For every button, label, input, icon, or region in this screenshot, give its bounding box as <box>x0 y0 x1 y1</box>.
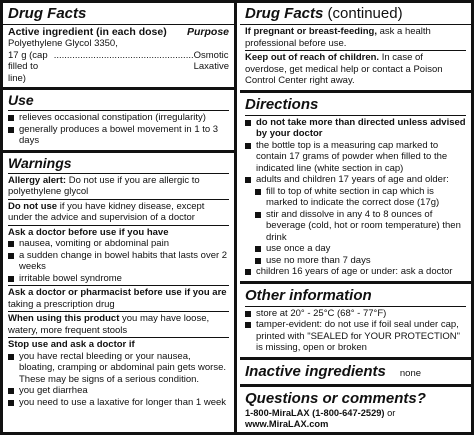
active-ingredient-header: Active ingredient (in each dose) <box>8 26 167 38</box>
inactive-ingredients-section <box>240 360 471 381</box>
purpose-header: Purpose <box>186 26 229 38</box>
list-item: you need to use a laxative for longer than 1 week <box>8 397 229 409</box>
drug-facts-title: Drug Facts <box>8 5 87 22</box>
list-item: use no more than 7 days <box>255 255 466 267</box>
inactive-ingredients-title: Inactive ingredients <box>245 362 386 380</box>
list-item: irritable bowel syndrome <box>8 273 229 285</box>
list-item: you get diarrhea <box>8 385 229 397</box>
active-ingredient-line2: 17 g (cap filled to line) <box>8 49 48 84</box>
other-information-title: Other information <box>245 286 372 304</box>
list-item: nausea, vomiting or abdominal pain <box>8 238 229 250</box>
pregnancy-warning: If pregnant or breast-feeding, ask a health professional before use. <box>245 26 431 49</box>
list-item: fill to top of white section in cap which is marked to indicate the correct dose (17g) <box>255 186 466 209</box>
stop-use-title: Stop use and ask a doctor if <box>8 339 135 350</box>
do-not-use: Do not use if you have kidney disease, except under the advice and supervision of a doctor <box>8 200 205 223</box>
other-information-section <box>240 287 471 354</box>
questions-title: Questions or comments? <box>245 389 426 407</box>
allergy-alert: Allergy alert: Do not use if you are allergic to polyethylene glycol <box>8 174 200 197</box>
warnings-section <box>3 155 234 409</box>
use-section <box>3 92 234 147</box>
list-item: generally produces a bowel movement in 1 to 3 days <box>8 124 229 147</box>
list-item: store at 20° - 25°C (68° - 77°F) <box>245 308 466 320</box>
drug-facts-continued-title: Drug Facts (continued) <box>245 5 403 22</box>
list-item: tamper-evident: do not use if foil seal under cap, printed with "SEALED for YOUR PROTECTION" is missing, open or broken <box>245 319 466 354</box>
list-item: the bottle top is a measuring cap marked to contain 17 grams of powder when filled to the indicated line (white section in cap) <box>245 140 466 175</box>
questions-section <box>240 390 471 431</box>
active-ingredient-line1: Polyethylene Glycol 3350, <box>8 38 118 49</box>
directions-section <box>240 96 471 278</box>
list-item: children 16 years of age or under: ask a doctor <box>245 266 466 278</box>
when-using: When using this product you may have loose, watery, more frequent stools <box>8 313 210 336</box>
active-ingredient-section: Active ingredient (in each dose) Purpose Polyethylene Glycol 3350, 17 g (cap filled to line) ..................................................... Osmotic Laxative <box>8 26 229 84</box>
list-item: adults and children 17 years of age and older: <box>245 174 466 186</box>
inactive-ingredients-value: none <box>399 367 422 379</box>
left-column <box>3 3 237 432</box>
ask-pharmacist: Ask a doctor or pharmacist before use if you are taking a prescription drug <box>8 287 227 310</box>
right-column <box>240 3 471 432</box>
use-title: Use <box>8 92 34 108</box>
list-item: a sudden change in bowel habits that lasts over 2 weeks <box>8 250 229 273</box>
purpose-value: Osmotic Laxative <box>193 49 229 72</box>
questions-contact: 1-800-MiraLAX (1-800-647-2529) or www.MiraLAX.com <box>245 407 396 429</box>
directions-title: Directions <box>245 95 319 113</box>
list-item: do not take more than directed unless advised by your doctor <box>245 117 466 140</box>
list-item: use once a day <box>255 243 466 255</box>
list-item: relieves occasional constipation (irregularity) <box>8 112 229 124</box>
list-item: stir and dissolve in any 4 to 8 ounces of beverage (cold, hot or room temperature) then drink <box>255 209 466 244</box>
warnings-title: Warnings <box>8 154 72 171</box>
ask-doctor-title: Ask a doctor before use if you have <box>8 226 169 238</box>
list-item: you have rectal bleeding or your nausea, bloating, cramping or abdominal pain gets worse. These may be signs of a serious condition. <box>8 351 229 386</box>
keep-out-of-reach: Keep out of reach of children. In case of overdose, get medical help or contact a Poison Control Center right away. <box>245 52 443 86</box>
